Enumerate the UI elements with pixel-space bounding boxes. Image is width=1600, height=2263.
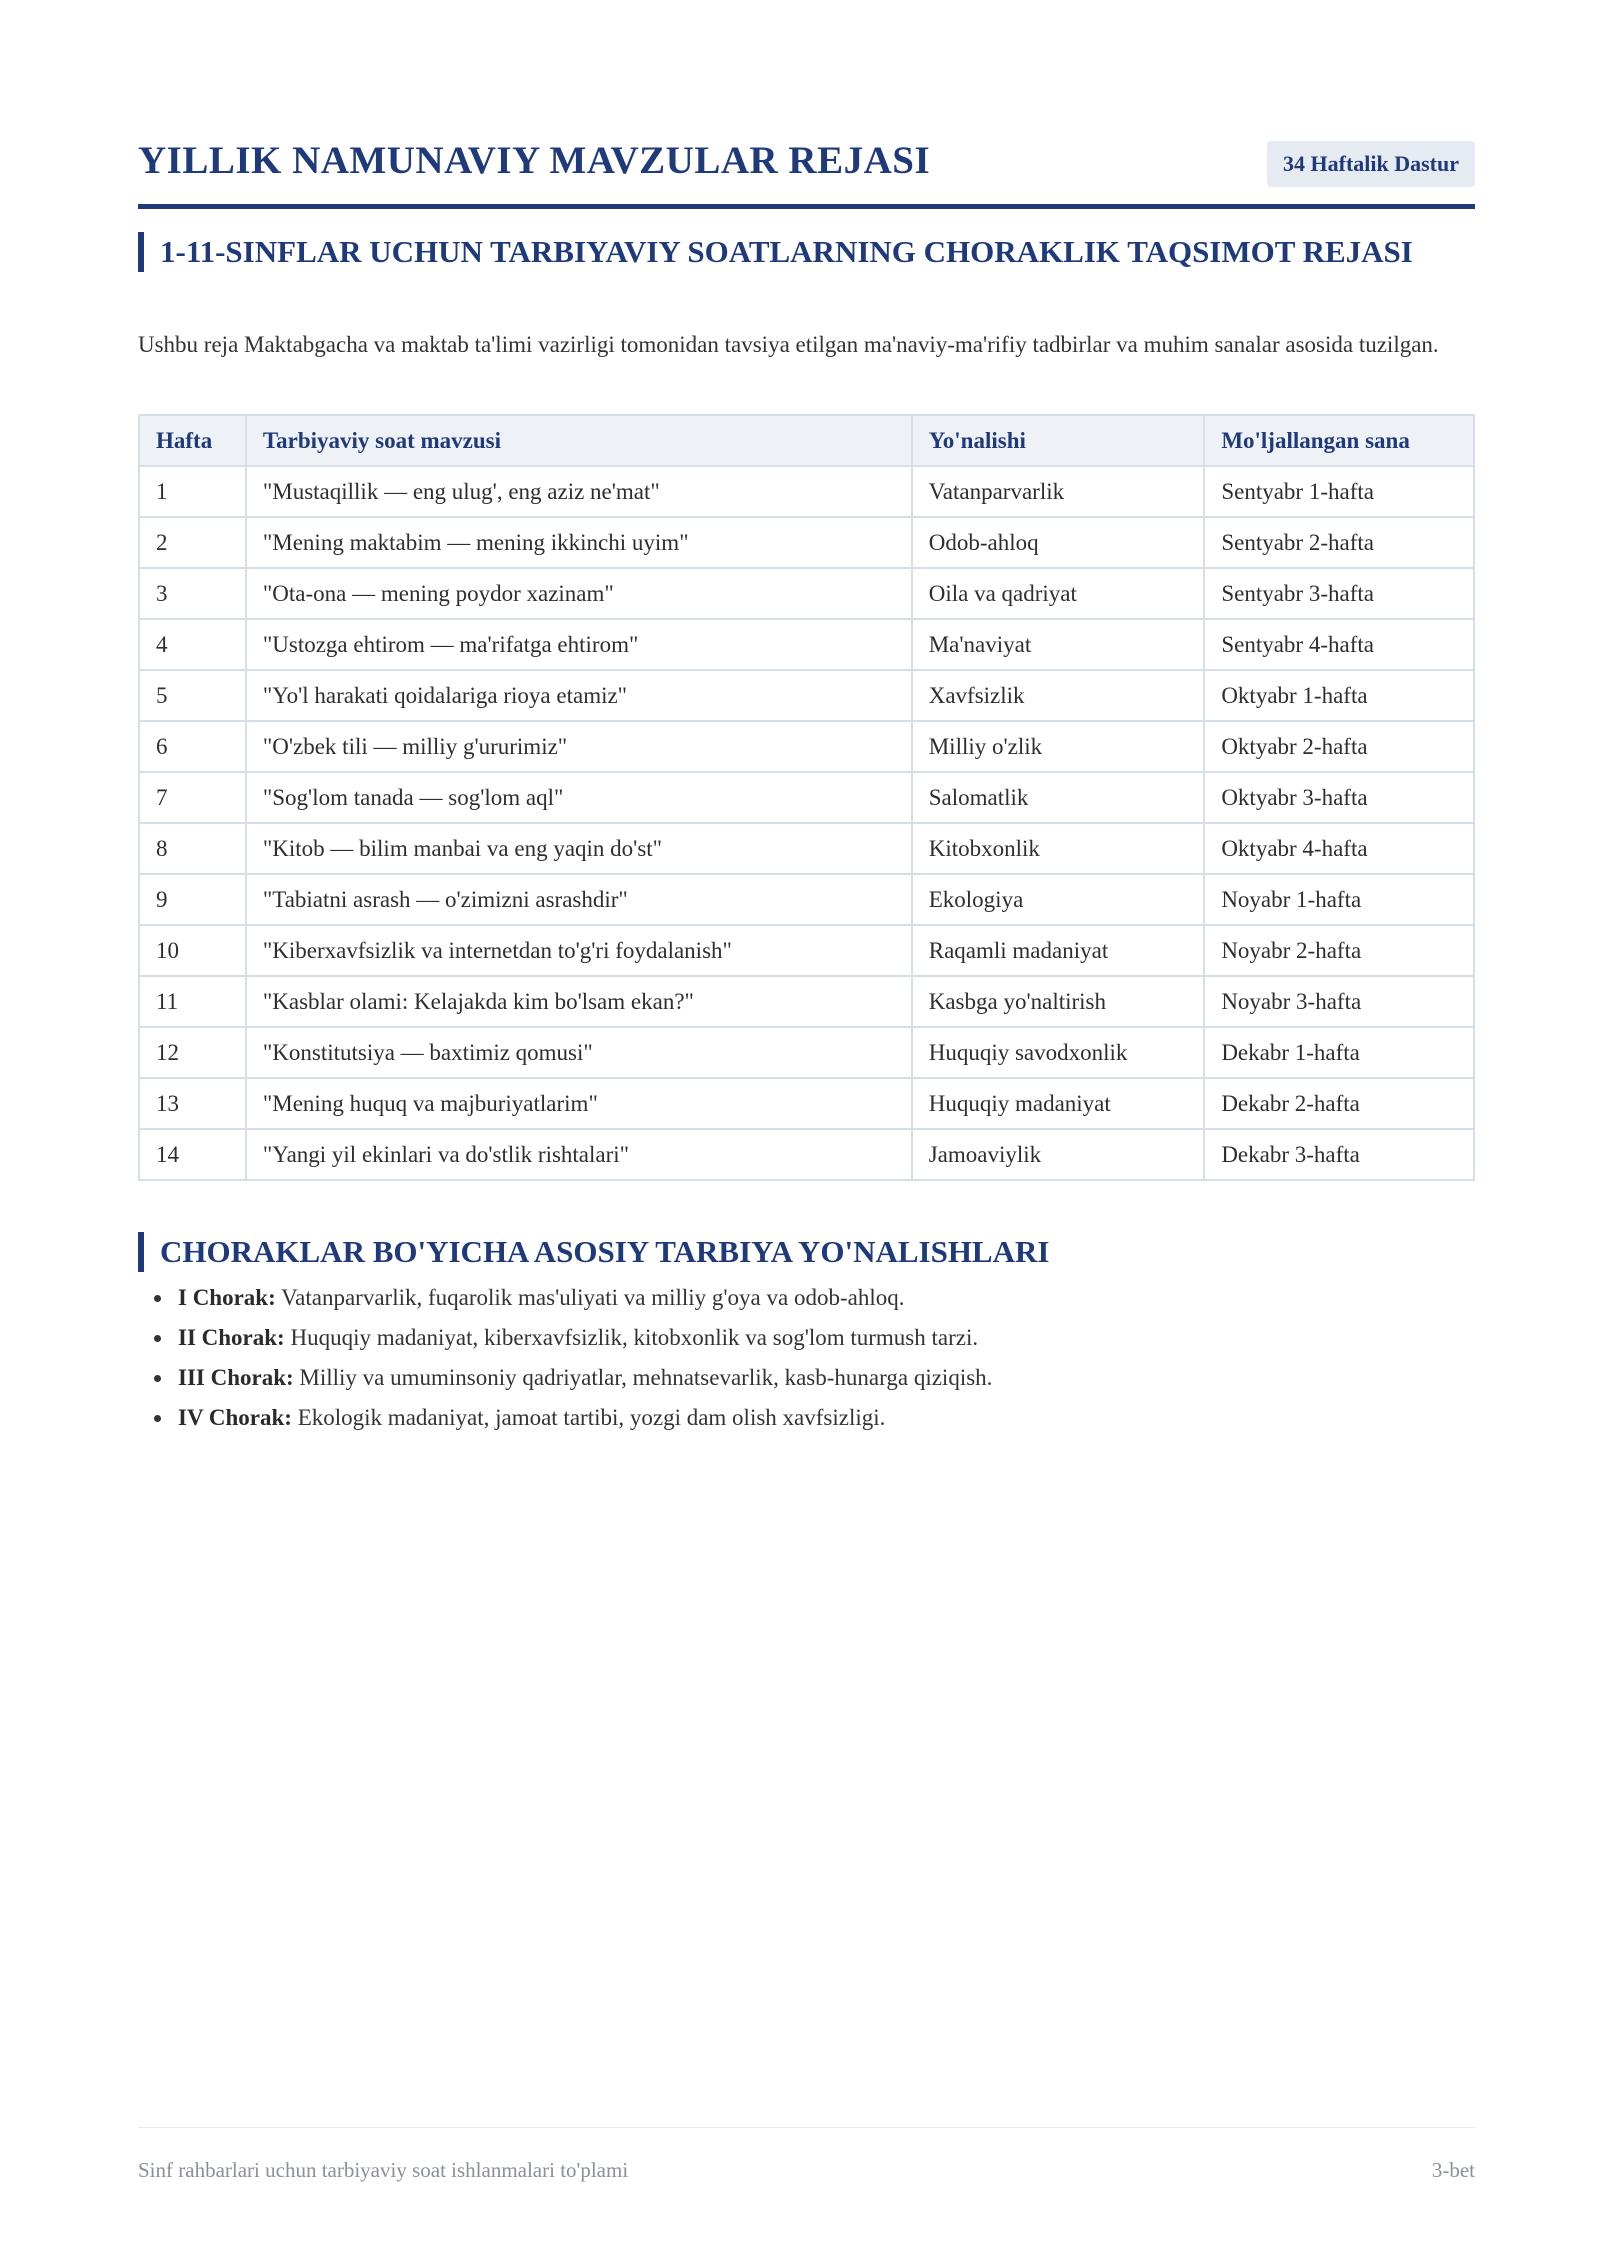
cell-date: Dekabr 1-hafta [1204,1027,1474,1078]
cell-date: Oktyabr 1-hafta [1204,670,1474,721]
table-row [139,517,1474,568]
cell-date: Noyabr 2-hafta [1204,925,1474,976]
cell-direction: Jamoaviylik [912,1129,1205,1180]
cell-direction: Kitobxonlik [912,823,1205,874]
cell-week: 10 [139,925,246,976]
cell-week: 7 [139,772,246,823]
cell-direction: Huquqiy madaniyat [912,1078,1205,1129]
table-header-row [139,415,1474,466]
page-number: 3-bet [1431,2158,1475,2182]
column-header-date: Mo'ljallangan sana [1204,415,1474,466]
cell-week: 13 [139,1078,246,1129]
table-row [139,568,1474,619]
cell-direction: Ma'naviyat [912,619,1205,670]
table-row [139,772,1474,823]
cell-topic: "Mening huquq va majburiyatlarim" [246,1078,912,1129]
cell-date: Sentyabr 2-hafta [1204,517,1474,568]
cell-week: 4 [139,619,246,670]
program-badge: 34 Haftalik Dastur [1267,141,1475,187]
table-row [139,466,1474,517]
cell-date: Oktyabr 3-hafta [1204,772,1474,823]
quarter-description: Vatanparvarlik, fuqarolik mas'uliyati va milliy g'oya va odob-ahloq. [275,1285,905,1310]
cell-topic: "Sog'lom tanada — sog'lom aql" [246,772,912,823]
footer-divider [138,2127,1475,2128]
quarter-description: Ekologik madaniyat, jamoat tartibi, yozgi dam olish xavfsizligi. [291,1405,886,1430]
cell-direction: Kasbga yo'naltirish [912,976,1205,1027]
table-row [139,670,1474,721]
cell-direction: Huquqiy savodxonlik [912,1027,1205,1078]
list-item [174,1358,1474,1398]
cell-date: Sentyabr 4-hafta [1204,619,1474,670]
cell-topic: "Kiberxavfsizlik va internetdan to'g'ri foydalanish" [246,925,912,976]
intro-paragraph: Ushbu reja Maktabgacha va maktab ta'limi vazirligi tomonidan tavsiya etilgan ma'naviy-ma'rifiy tadbirlar va muhim sanalar asosida tuzilgan. [138,332,1439,357]
quarter-label: IV Chorak: [178,1405,292,1430]
table-row [139,721,1474,772]
quarter-label: II Chorak: [178,1325,285,1350]
cell-topic: "Yo'l harakati qoidalariga rioya etamiz" [246,670,912,721]
cell-week: 5 [139,670,246,721]
list-item [174,1398,1474,1438]
cell-week: 2 [139,517,246,568]
page-header [138,136,1475,209]
cell-direction: Salomatlik [912,772,1205,823]
cell-week: 11 [139,976,246,1027]
quarter-description: Milliy va umuminsoniy qadriyatlar, mehnatsevarlik, kasb-hunarga qiziqish. [293,1365,993,1390]
cell-topic: "Ota-ona — mening poydor xazinam" [246,568,912,619]
table-row [139,1129,1474,1180]
table-row [139,874,1474,925]
cell-direction: Odob-ahloq [912,517,1205,568]
table-row [139,823,1474,874]
cell-date: Dekabr 2-hafta [1204,1078,1474,1129]
cell-direction: Ekologiya [912,874,1205,925]
cell-week: 12 [139,1027,246,1078]
cell-topic: "Konstitutsiya — baxtimiz qomusi" [246,1027,912,1078]
cell-direction: Oila va qadriyat [912,568,1205,619]
footer-collection-title: Sinf rahbarlari uchun tarbiyaviy soat ishlanmalari to'plami [138,2158,629,2182]
cell-date: Oktyabr 2-hafta [1204,721,1474,772]
cell-week: 8 [139,823,246,874]
document-title: YILLIK NAMUNAVIY MAVZULAR REJASI [138,139,931,182]
quarter-label: III Chorak: [178,1365,294,1390]
column-header-direction: Yo'nalishi [912,415,1205,466]
quarter-label: I Chorak: [178,1285,276,1310]
cell-date: Noyabr 3-hafta [1204,976,1474,1027]
cell-direction: Milliy o'zlik [912,721,1205,772]
table-row [139,619,1474,670]
cell-topic: "Yangi yil ekinlari va do'stlik rishtalari" [246,1129,912,1180]
cell-week: 3 [139,568,246,619]
cell-topic: "Tabiatni asrash — o'zimizni asrashdir" [246,874,912,925]
schedule-table [138,414,1475,1181]
table-row [139,976,1474,1027]
cell-week: 6 [139,721,246,772]
cell-date: Dekabr 3-hafta [1204,1129,1474,1180]
cell-topic: "Mening maktabim — mening ikkinchi uyim" [246,517,912,568]
cell-topic: "Kasblar olami: Kelajakda kim bo'lsam ekan?" [246,976,912,1027]
cell-date: Oktyabr 4-hafta [1204,823,1474,874]
quarter-description: Huquqiy madaniyat, kiberxavfsizlik, kitobxonlik va sog'lom turmush tarzi. [284,1325,979,1350]
table-body [139,466,1474,1180]
table-row [139,1078,1474,1129]
list-item [174,1318,1474,1358]
table-row [139,925,1474,976]
cell-topic: "O'zbek tili — milliy g'ururimiz" [246,721,912,772]
cell-topic: "Mustaqillik — eng ulug', eng aziz ne'mat" [246,466,912,517]
cell-date: Sentyabr 3-hafta [1204,568,1474,619]
cell-date: Sentyabr 1-hafta [1204,466,1474,517]
cell-date: Noyabr 1-hafta [1204,874,1474,925]
cell-week: 9 [139,874,246,925]
cell-direction: Vatanparvarlik [912,466,1205,517]
cell-direction: Raqamli madaniyat [912,925,1205,976]
section-heading-plan: 1-11-SINFLAR UCHUN TARBIYAVIY SOATLARNING CHORAKLIK TAQSIMOT REJASI [138,232,1460,272]
section-heading-directions: CHORAKLAR BO'YICHA ASOSIY TARBIYA YO'NALISHLARI [138,1232,1460,1272]
cell-direction: Xavfsizlik [912,670,1205,721]
table-row [139,1027,1474,1078]
cell-week: 14 [139,1129,246,1180]
cell-week: 1 [139,466,246,517]
list-item [174,1278,1474,1318]
quarter-directions-list [138,1278,1474,1438]
column-header-week: Hafta [139,415,246,466]
cell-topic: "Ustozga ehtirom — ma'rifatga ehtirom" [246,619,912,670]
column-header-topic: Tarbiyaviy soat mavzusi [246,415,912,466]
cell-topic: "Kitob — bilim manbai va eng yaqin do'st" [246,823,912,874]
